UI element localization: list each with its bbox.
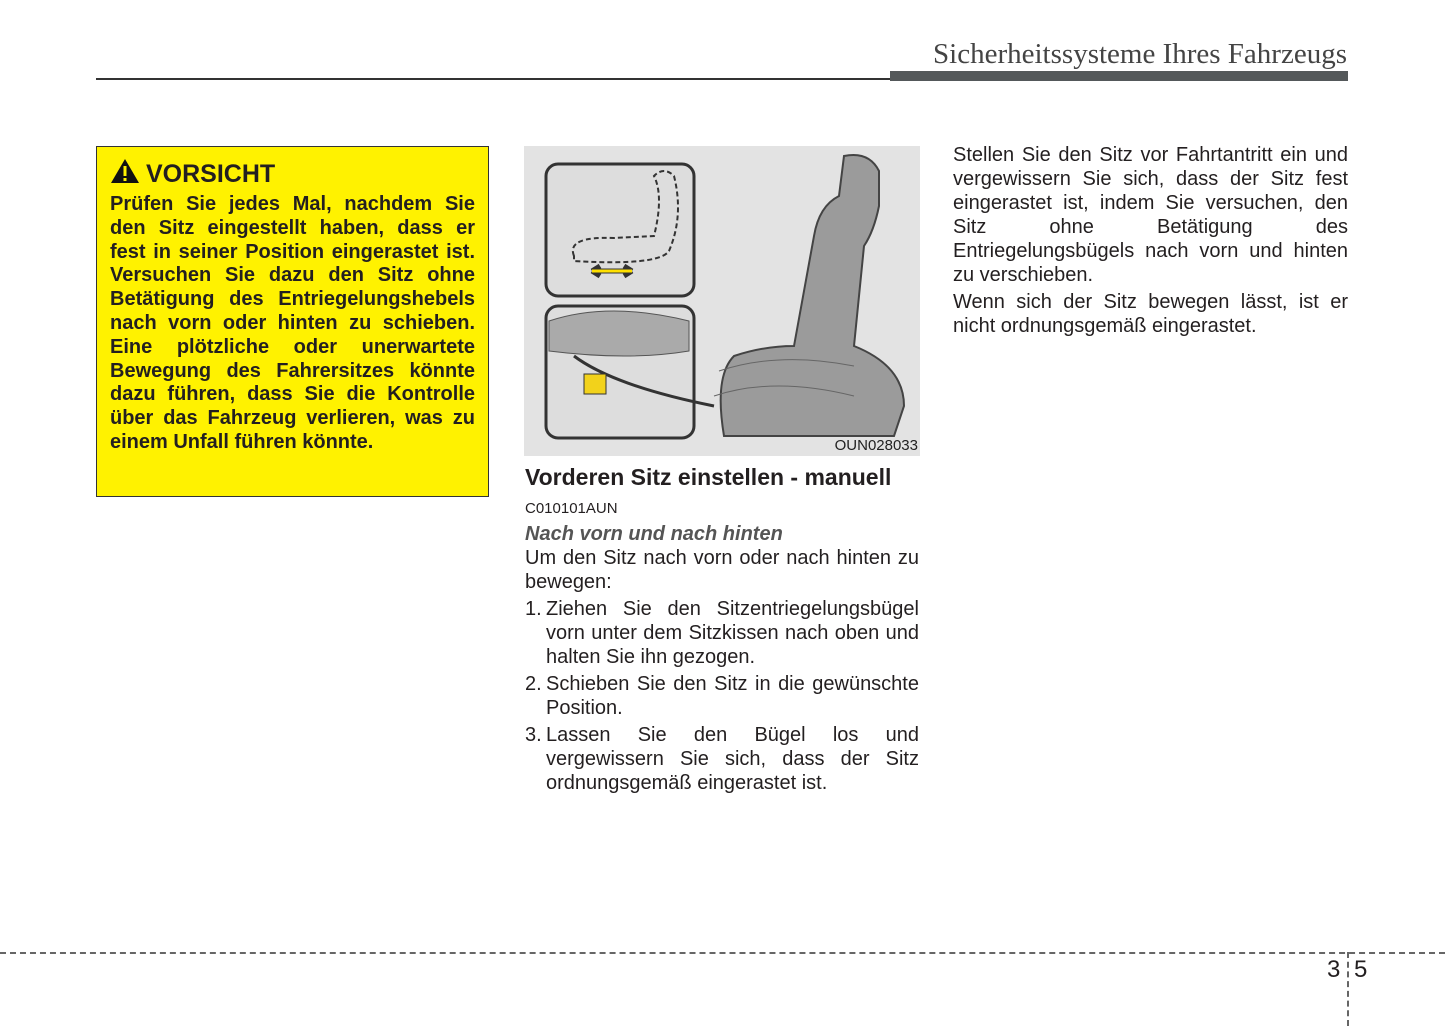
chapter-number: 3	[1327, 956, 1341, 983]
caution-text: Prüfen Sie jedes Mal, nachdem Sie den Sitz eingestellt haben, dass er fest in seiner Position eingerastet ist. Versuchen Sie dazu den Sitz ohne Betätigung des Entriegelungshebels nach vorn oder hinten zu schieben. Eine plötzliche oder unerwartete Bewegung des Fahrersitzes könnte dazu führen, dass Sie die Kontrolle über das Fahrzeug verlieren, was zu einem Unfall führen könnte.	[110, 193, 475, 453]
section-subtitle: Nach vorn und nach hinten	[525, 523, 783, 545]
list-item	[525, 597, 919, 669]
page-number: 5	[1354, 956, 1368, 983]
section-intro: Um den Sitz nach vorn oder nach hinten zu bewegen:	[525, 547, 919, 593]
section-title: Vorderen Sitz einstellen - manuell	[525, 464, 892, 490]
seat-illustration	[524, 146, 920, 456]
step-text: Schieben Sie den Sitz in die gewünschte Position.	[546, 673, 919, 719]
list-item	[525, 723, 919, 795]
right-column	[953, 143, 1348, 341]
figure-code: OUN028033	[834, 437, 918, 454]
header-rule	[96, 78, 892, 80]
caution-box	[96, 146, 489, 497]
step-number: 3.	[525, 724, 542, 746]
header-title: Sicherheitssysteme Ihres Fahrzeugs	[933, 38, 1347, 70]
footer-rule	[0, 952, 1445, 954]
footer-divider	[1347, 952, 1349, 1026]
header-bar	[890, 71, 1348, 81]
list-item	[525, 672, 919, 720]
warning-icon	[110, 158, 140, 191]
section-column	[525, 462, 919, 798]
step-text: Ziehen Sie den Sitzentriegelungsbügel vorn unter dem Sitzkissen nach oben und halten Sie ihn gezogen.	[546, 598, 919, 668]
step-number: 2.	[525, 673, 542, 695]
caution-title: VORSICHT	[146, 159, 276, 188]
paragraph: Wenn sich der Sitz bewegen lässt, ist er nicht ordnungsgemäß eingerastet.	[953, 291, 1348, 337]
step-text: Lassen Sie den Bügel los und vergewissern Sie sich, dass der Sitz ordnungsgemäß eingerastet ist.	[546, 724, 919, 794]
step-number: 1.	[525, 598, 542, 620]
section-code: C010101AUN	[525, 500, 618, 517]
paragraph: Stellen Sie den Sitz vor Fahrtantritt ein und vergewissern Sie sich, dass der Sitz fest eingerastet ist, indem Sie versuchen, den Sitz ohne Betätigung des Entriegelungsbügels nach vorn und hinten zu verschieben.	[953, 144, 1348, 286]
